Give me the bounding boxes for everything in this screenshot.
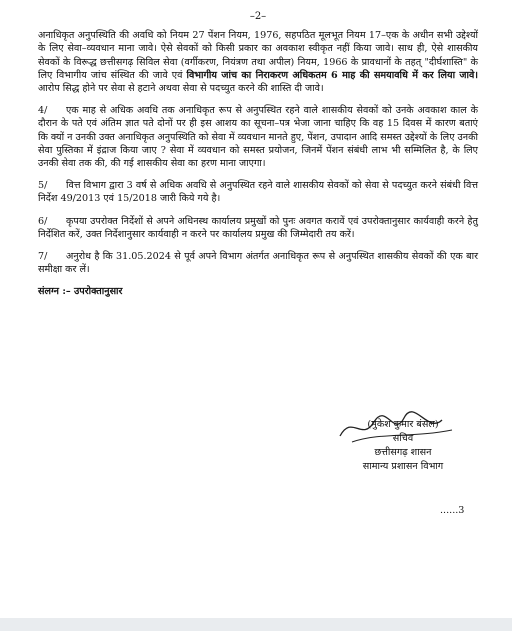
continued-marker: ......3 bbox=[440, 505, 465, 516]
signature-block bbox=[318, 418, 488, 474]
paragraph-text: एक माह से अधिक अवधि तक अनाधिकृत रूप से अनुपस्थित रहने वाले शासकीय सेवकों को उनके अवकाश काल के दौरान के पते एवं अंतिम ज्ञात पते दोनों पर ही इस आशय का सूचना–पत्र भेजा जाना चाहिए कि वह 15 दिवस में कारण बताएं कि क्यों न उनकी उक्त अनाधिकृत अनुपस्थिति को सेवा में व्यवधान मानते हुए, पेंशन, उपादान आदि समस्त उद्देश्यों के लिए उनकी सेवा पुस्तिका में इंद्राज किया जाए ? सेवा में व्यवधान को समस्त प्रयोजन, जिनमें पेंशन संबंधी लाभ भी सम्मिलित है, के लिए उनकी सेवा तक की, की गई शासकीय सेवा का हरण माना जाएगा। bbox=[38, 105, 478, 170]
signatory-government: छत्तीसगढ़ शासन bbox=[374, 447, 432, 458]
signatory-designation: सचिव bbox=[392, 433, 414, 444]
paragraph-text: अनुरोध है कि 31.05.2024 से पूर्व अपने विभाग अंतर्गत अनाधिकृत रूप से अनुपस्थित शासकीय सेवकों की एक बार समीक्षा कर लें। bbox=[38, 251, 478, 276]
paragraph-number: 5/ bbox=[38, 180, 48, 192]
viewer-bottom-bar bbox=[0, 618, 512, 631]
enclosure-note: संलग्न :– उपरोक्तानुसार bbox=[38, 286, 123, 298]
signatory-name: (मुकेश कुमार बंसल) bbox=[367, 419, 439, 430]
paragraph-text-end: आरोप सिद्ध होने पर सेवा से हटाने अथवा सेवा से पदच्युत करने की शास्ति दी जावे। bbox=[38, 83, 324, 95]
paragraph-bold-text: विभागीय जांच का निराकरण अधिकतम 6 माह की समयावधि में कर लिया जावे। bbox=[186, 69, 478, 81]
paragraph-5 bbox=[38, 179, 478, 205]
paragraph-text: वित्त विभाग द्वारा 3 वर्ष से अधिक अवधि से अनुपस्थित रहने वाले शासकीय सेवकों को सेवा से पदच्युत करने संबंधी वित्त निर्देश 49/2013 एवं 15/2018 जारी किये गये है। bbox=[38, 180, 478, 205]
paragraph-6 bbox=[38, 215, 478, 241]
paragraph-text: कृपया उपरोक्त निर्देशों से अपने अधिनस्थ कार्यालय प्रमुखों को पुनः अवगत करावें एवं उपरोक्तानुसार कार्यवाही करने हेतु निर्देशित करें, उक्त निर्देशानुसार कार्यवाही न करने पर कार्यालय प्रमुख की जिम्मेदारी तय करें। bbox=[38, 215, 478, 240]
paragraph-7 bbox=[38, 250, 478, 276]
document-page bbox=[38, 10, 478, 299]
paragraph-number: 7/ bbox=[38, 251, 48, 263]
paragraph-number: 6/ bbox=[38, 215, 48, 227]
paragraph-3-continued bbox=[38, 29, 478, 95]
signatory-department: सामान्य प्रशासन विभाग bbox=[362, 461, 444, 472]
page-number: –2– bbox=[249, 11, 267, 22]
paragraph-text: अनाधिकृत अनुपस्थिति की अवधि को नियम 27 पेंशन नियम, 1976, सहपठित मूलभूत नियम 17–एक के अधीन सभी उद्देश्यों के लिए सेवा–व्यवधान माना जावे। ऐसे सेवकों को किसी प्रकार का अवकाश स्वीकृत नहीं किया जावे। साथ ही, ऐसे शासकीय सेवकों के विरूद्ध छत्तीसगढ़ सिविल सेवा (वर्गीकरण, नियंत्रण तथा अपील) नियम, 1966 के प्रावधानों के तहत् "दीर्घशास्ति" के लिए विभागीय जांच संस्थित की जावे एवं bbox=[38, 30, 478, 81]
paragraph-4 bbox=[38, 104, 478, 170]
paragraph-number: 4/ bbox=[38, 105, 48, 117]
